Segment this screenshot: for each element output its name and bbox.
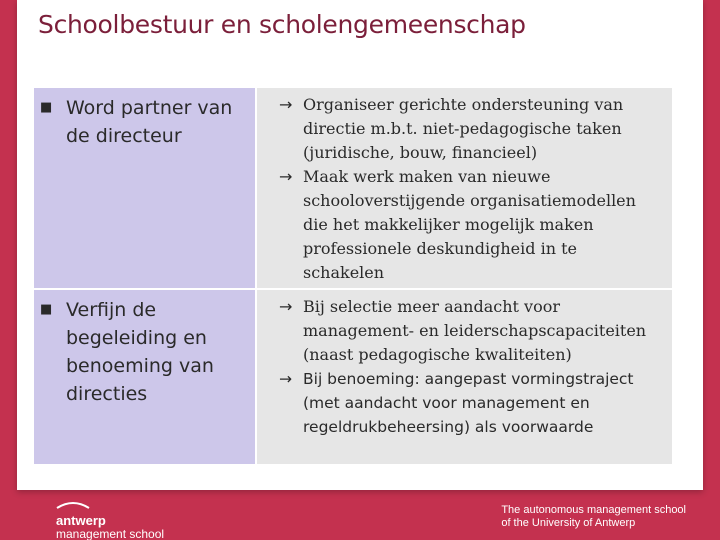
right-cell-item: Bij selectie meer aandacht voor management- en leiderschapscapaciteiten (naast pedagogische kwaliteiten): [303, 297, 647, 364]
tagline-line1: The autonomous management school: [501, 504, 686, 516]
logo-line1: antwerp: [56, 513, 106, 528]
antwerp-management-school-logo: [56, 496, 164, 540]
left-cell-text: Word partner van de directeur: [66, 97, 233, 147]
right-cell: [257, 290, 672, 464]
right-cell-item: Organiseer gerichte ondersteuning van directie m.b.t. niet-pedagogische taken (juridische, bouw, financieel): [303, 95, 624, 162]
arrow-right-icon: →: [279, 167, 293, 186]
right-cell: [257, 88, 672, 288]
table-row: [34, 290, 672, 466]
arrow-right-icon: →: [279, 370, 292, 388]
square-bullet-icon: ■: [40, 100, 53, 115]
table-row: [34, 88, 672, 290]
content-table: [34, 88, 672, 466]
slide-title: Schoolbestuur en scholengemeenschap: [38, 10, 526, 39]
arrow-right-icon: →: [279, 297, 293, 316]
left-cell-text: Verfijn de begeleiding en benoeming van directies: [66, 299, 214, 405]
square-bullet-icon: ■: [40, 302, 53, 317]
logo-swoosh-icon: [56, 501, 90, 509]
left-cell: [34, 88, 257, 288]
footer-tagline: [501, 504, 686, 530]
right-cell-item: Maak werk maken van nieuwe schooloverstijgende organisatiemodellen die het makkelijker mogelijk maken professionele deskundigheid in te schakelen: [303, 167, 636, 282]
right-cell-item: Bij benoeming: aangepast vormingstraject (met aandacht voor management en regeldrukbeheersing) als voorwaarde: [303, 370, 634, 436]
arrow-right-icon: →: [279, 95, 293, 114]
left-cell: [34, 290, 257, 464]
tagline-line2: of the University of Antwerp: [501, 517, 636, 529]
logo-line2: management school: [56, 527, 165, 540]
